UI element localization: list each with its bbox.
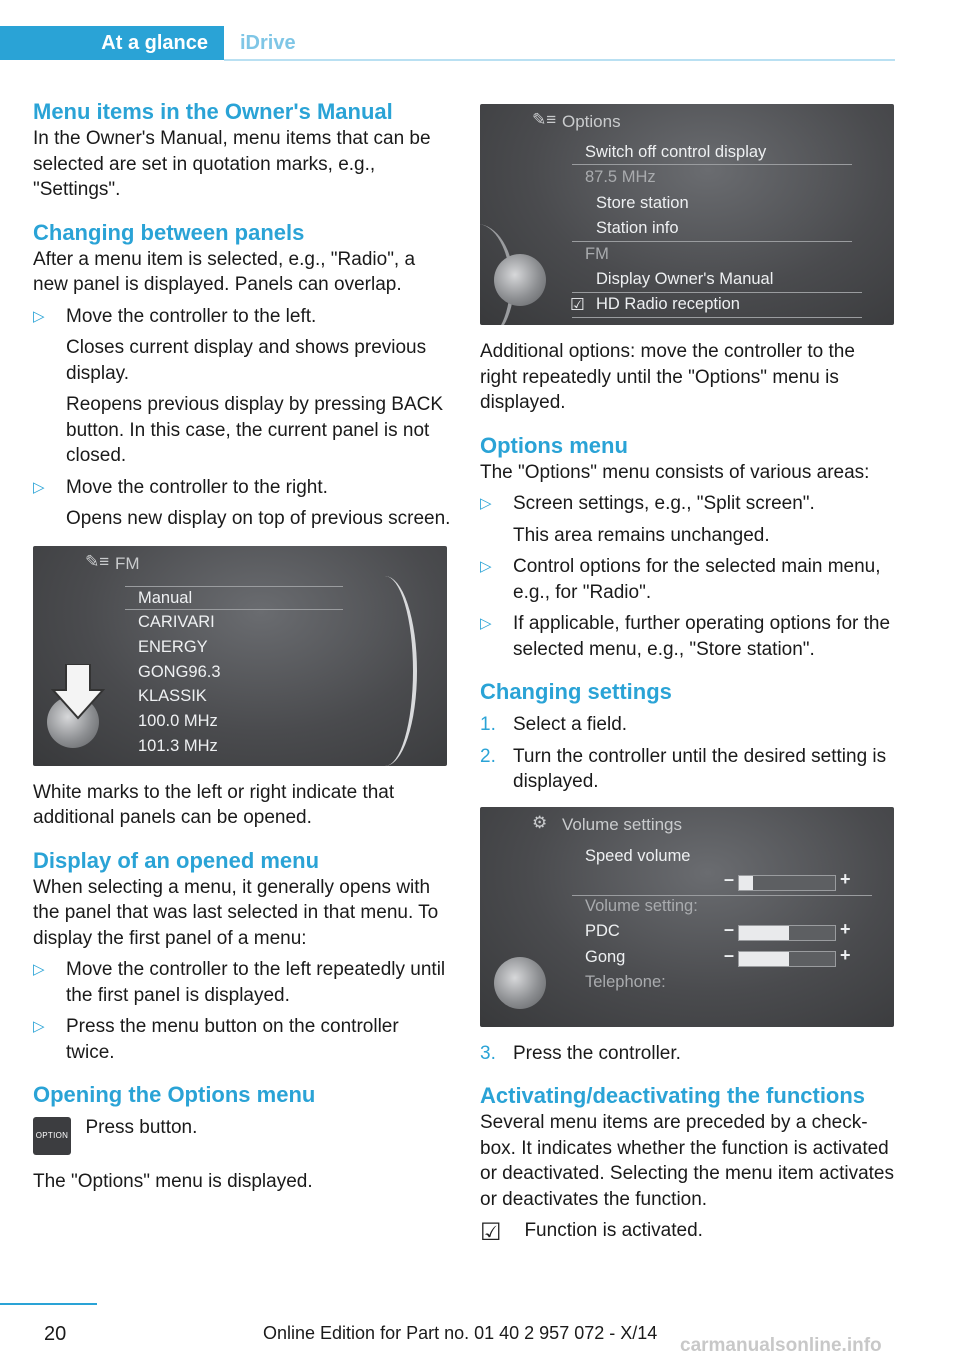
list-item: Store station	[596, 194, 689, 212]
list-item: Switch off control display	[585, 143, 767, 161]
list-item: ▷ Control options for the selected main menu, e.g., for "Radio".	[480, 556, 881, 603]
triangle-bullet-icon: ▷	[33, 478, 45, 496]
paragraph: When selecting a menu, it generally opens with the panel that was last selected in that menu. To display the first panel of a menu:	[33, 876, 439, 949]
list-item: ▷ Move the controller to the left. Closes current display and shows previous display. Reopens previous display by pressing BACK button. In this case, the current panel is not closed.	[33, 305, 444, 466]
list-item: 2. Turn the controller until the desired setting is displayed.	[480, 745, 887, 792]
bullet-list	[33, 304, 451, 532]
options-menu-screenshot	[480, 104, 894, 325]
list-item: FM	[585, 245, 609, 263]
section-title: Changing between panels	[33, 219, 305, 245]
minus-icon: –	[724, 918, 735, 939]
list-item: ▷ Press the menu button on the controller twice.	[33, 1016, 399, 1063]
list-item: 1. Select a field.	[480, 714, 628, 735]
edition-text: Online Edition for Part no. 01 40 2 957 072 - X/14	[263, 1323, 658, 1343]
triangle-bullet-icon: ▷	[33, 1018, 45, 1035]
controller-knob-icon	[494, 254, 546, 306]
section-opening-options	[33, 1081, 451, 1195]
screen-header: Volume settings	[562, 814, 683, 834]
list-item: GONG96.3	[138, 662, 221, 681]
bullet-list	[33, 957, 451, 1065]
triangle-bullet-icon: ▷	[480, 495, 492, 512]
section-title: Activating/deactivating the functions	[480, 1083, 866, 1108]
instruction: Press button.	[85, 1117, 198, 1138]
page-number: 20	[44, 1323, 67, 1345]
legend-text: Function is activated.	[524, 1220, 703, 1241]
plus-icon: +	[840, 918, 851, 939]
speed-volume-slider	[738, 875, 836, 891]
plus-icon: +	[840, 944, 851, 965]
plus-icon: +	[840, 868, 851, 889]
options-icon: ✎≡	[532, 110, 557, 129]
section-title: Opening the Options menu	[33, 1082, 316, 1107]
list-item: ▷ Screen settings, e.g., "Split screen". This area remains unchanged.	[480, 493, 815, 546]
triangle-bullet-icon: ▷	[480, 558, 492, 575]
list-item: Display Owner's Manual	[596, 270, 774, 288]
list-item: KLASSIK	[138, 686, 207, 705]
section-options-menu	[480, 432, 896, 663]
list-item: 87.5 MHz	[585, 168, 656, 186]
checkbox-checked-icon: ☑	[570, 296, 585, 314]
checkbox-checked-icon: ☑	[480, 1219, 502, 1246]
paragraph: Additional options: move the controller to the right repeatedly until the "Options" menu is displayed.	[480, 341, 855, 413]
numbered-list	[480, 712, 896, 795]
screen-header: FM	[115, 553, 140, 573]
controller-knob-icon	[494, 957, 546, 1009]
list-item: ▷ Move the controller to the right. Opens new display on top of previous screen.	[33, 476, 451, 529]
paragraph: The "Options" menu is displayed.	[33, 1171, 313, 1192]
list-item: Station info	[596, 219, 679, 237]
triangle-bullet-icon: ▷	[480, 615, 492, 632]
section-title: Changing settings	[480, 679, 672, 704]
page-footer	[0, 1303, 960, 1362]
right-column	[480, 104, 896, 1247]
radio-icon: ✎≡	[85, 551, 110, 571]
paragraph: Several menu items are preceded by a check-box. It indicates whether the function is activated or deactivated. Selecting the menu item activates or deactivates the function.	[480, 1112, 895, 1210]
paragraph: White marks to the left or right indicate that additional panels can be opened.	[33, 781, 395, 828]
list-item: ENERGY	[138, 637, 208, 656]
section-opened-menu	[33, 847, 451, 1066]
list-item: 100.0 MHz	[138, 711, 218, 730]
list-item: HD Radio reception	[596, 295, 740, 313]
section-activating-functions	[480, 1082, 896, 1247]
tab-divider	[224, 59, 895, 61]
minus-icon: –	[724, 868, 735, 889]
header-tabs	[0, 26, 895, 62]
tab-at-a-glance[interactable]: At a glance	[0, 26, 224, 60]
setting-label: Volume setting:	[585, 896, 698, 915]
section-changing-panels	[33, 219, 451, 532]
list-item: 101.3 MHz	[138, 736, 218, 755]
setting-label: PDC	[585, 921, 620, 940]
paragraph: In the Owner's Manual, menu items that can be selected are set in quotation marks, e.g., "Settings".	[33, 128, 431, 200]
paragraph: The "Options" menu consists of various areas:	[480, 461, 870, 483]
fm-panel-screenshot	[33, 546, 447, 766]
list-item: ▷ If applicable, further operating options for the selected menu, e.g., "Store station".	[480, 613, 891, 660]
section-title: Menu items in the Owner's Manual	[33, 99, 393, 124]
volume-settings-screenshot	[480, 807, 894, 1027]
arrow-down-icon	[51, 664, 105, 720]
pdc-slider	[738, 925, 836, 941]
section-title: Display of an opened menu	[33, 847, 320, 873]
list-item: CARIVARI	[138, 612, 215, 631]
watermark: carmanualsonline.info	[680, 1335, 882, 1356]
option-button-icon: OPTION	[33, 1117, 71, 1155]
triangle-bullet-icon: ▷	[33, 307, 45, 325]
screen-header: Options	[562, 112, 621, 131]
setting-label: Speed volume	[585, 846, 691, 865]
gong-slider	[738, 951, 836, 967]
footer-accent-line	[0, 1303, 97, 1305]
list-item: Manual	[138, 588, 193, 607]
setting-label: Gong	[585, 947, 626, 966]
section-menu-items	[33, 98, 451, 203]
minus-icon: –	[724, 944, 735, 965]
setting-label: Telephone:	[585, 972, 666, 991]
section-title: Options menu	[480, 432, 628, 458]
list-item: 3. Press the controller.	[480, 1042, 681, 1064]
numbered-list	[480, 1041, 896, 1067]
list-item: ▷ Move the controller to the left repeatedly until the first panel is displayed.	[33, 959, 446, 1006]
bullet-list	[480, 491, 896, 662]
left-column	[33, 98, 451, 1195]
section-changing-settings	[480, 678, 896, 1066]
paragraph: After a menu item is selected, e.g., "Radio", a new panel is displayed. Panels can overlap.	[33, 248, 416, 295]
tab-idrive[interactable]: iDrive	[240, 32, 296, 54]
triangle-bullet-icon: ▷	[33, 961, 45, 978]
gear-icon: ⚙	[532, 812, 548, 832]
